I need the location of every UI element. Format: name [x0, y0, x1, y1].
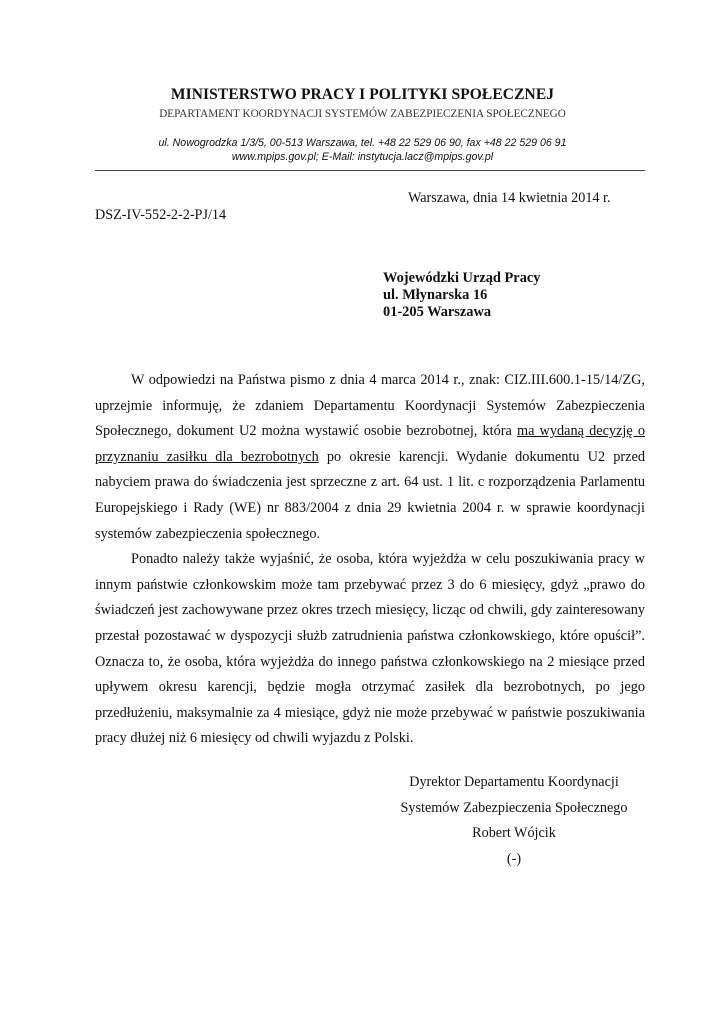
letter-body: [95, 368, 645, 752]
signature-mark: (-): [506, 850, 522, 867]
signature-title-line-1: Dyrektor Departamentu Koordynacji: [409, 774, 619, 790]
recipient-city: 01-205 Warszawa: [383, 304, 492, 320]
paragraph-1-start: W odpowiedzi na Państwa pismo z dnia 4 marca 2014 r., znak: CIZ.III.600.1-15/14/ZG, uprzejmie informuję, że zdaniem Departamentu Koordynacji Systemów Zabezpieczenia Społecznego, dokument U2 można wystawić osobie bezrobotnej, która: [95, 372, 645, 440]
ministry-title: MINISTERSTWO PRACY I POLITYKI SPOŁECZNEJ: [170, 86, 555, 103]
underlined-phrase: ma wydaną decyzję o przyznaniu zasiłku dla bezrobotnych: [95, 423, 645, 465]
letter-date: Warszawa, dnia 14 kwietnia 2014 r.: [408, 190, 611, 206]
reference-number: DSZ-IV-552-2-2-PJ/14: [95, 207, 227, 223]
header-divider: [95, 170, 645, 171]
ministry-web-contact: www.mpips.gov.pl; E-Mail: instytucja.lacz@mpips.gov.pl: [231, 151, 494, 163]
paragraph-2: Ponadto należy także wyjaśnić, że osoba, która wyjeżdża w celu poszukiwania pracy w innym państwie członkowskim może tam przebywać przez 3 do 6 miesięcy, gdyż „prawo do świadczeń jest zachowywane przez okres trzech miesięcy, licząc od chwili, gdy zainteresowany przestał pozostawać w dyspozycji służb zatrudnienia państwa członkowskiego, które opuścił”. Oznacza to, że osoba, która wyjeżdża do innego państwa członkowskiego na 2 miesiące przed upływem okresu karencji, będzie mogła otrzymać zasiłek dla bezrobotnych, po jego przedłużeniu, maksymalnie za 4 miesiące, gdyż nie może przebywać w państwie poszukiwania pracy dłużej niż 6 miesięcy od chwili wyjazdu z Polski.: [95, 551, 645, 747]
signature-title-line-2: Systemów Zabezpieczenia Społecznego: [400, 799, 628, 816]
recipient-block: [383, 270, 540, 321]
department-subtitle: DEPARTAMENT KOORDYNACJI SYSTEMÓW ZABEZPIECZENIA SPOŁECZNEGO: [159, 108, 566, 120]
paragraph-1: [95, 368, 645, 547]
ministry-address: ul. Nowogrodzka 1/3/5, 00-513 Warszawa, tel. +48 22 529 06 90, fax +48 22 529 06 91: [158, 137, 567, 149]
signatory-name: Robert Wójcik: [472, 825, 556, 841]
signature-block: [384, 770, 644, 872]
recipient-name: Wojewódzki Urząd Pracy: [383, 270, 541, 286]
paragraph-1-end: po okresie karencji. Wydanie dokumentu U2 przed nabyciem prawa do świadczenia jest sprzeczne z art. 64 ust. 1 lit. c rozporządzenia Parlamentu Europejskiego i Rady (WE) nr 883/2004 z dnia 29 kwietnia 2004 r. w sprawie koordynacji systemów zabezpieczenia społecznego.: [95, 448, 645, 542]
recipient-street: ul. Młynarska 16: [383, 287, 488, 303]
